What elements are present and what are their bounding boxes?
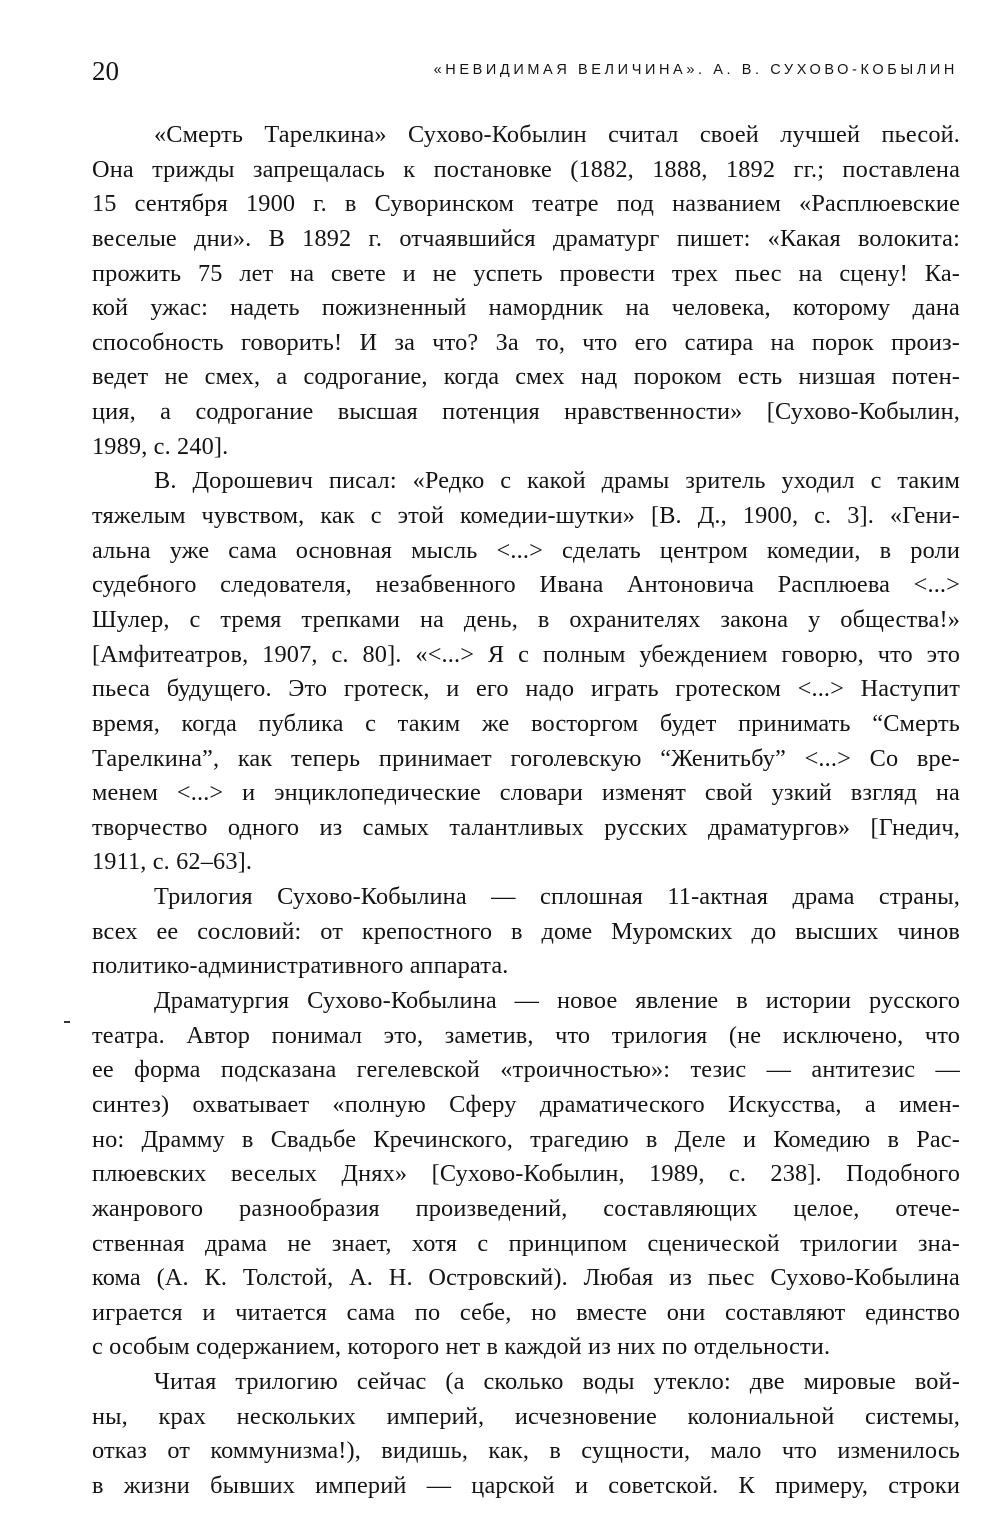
text-line: кой ужас: надеть пожизненный намордник на человека, которому дана: [92, 294, 960, 322]
text-line: синтез) охватывает «полную Сферу драматического Искусства, а имен-: [92, 1090, 960, 1118]
page-header: [92, 52, 958, 92]
running-head: «НЕВИДИМАЯ ВЕЛИЧИНА». А. В. СУХОВО-КОБЫЛИН: [433, 62, 958, 78]
text-line: творчество одного из самых талантливых русских драматургов» [Гнедич,: [92, 813, 960, 841]
text-line: в жизни бывших империй — царской и советской. К примеру, строки: [92, 1471, 960, 1499]
text-line: политико-административного аппарата.: [92, 952, 509, 980]
text-line: веселые дни». В 1892 г. отчаявшийся драматург пишет: «Какая волокита:: [92, 224, 960, 252]
text-line: ция, а содрогание высшая потенция нравственности» [Сухово-Кобылин,: [92, 398, 960, 426]
text-line: 1911, с. 62–63].: [92, 848, 253, 876]
text-line: но: Драмму в Свадьбе Кречинского, трагедию в Деле и Комедию в Рас-: [92, 1125, 960, 1153]
text-line: с особым содержанием, которого нет в каждой из них по отдельности.: [92, 1333, 831, 1361]
page-number: 20: [92, 56, 119, 86]
text-line: Она трижды запрещалась к постановке (1882, 1888, 1892 гг.; поставлена: [92, 155, 960, 183]
text-line: ственная драма не знает, хотя с принципом сценической трилогии зна-: [92, 1229, 960, 1257]
text-line: играется и читается сама по себе, но вместе они составляют единство: [92, 1298, 960, 1326]
text-line: 1989, с. 240].: [92, 432, 229, 460]
text-line: «Смерть Тарелкина» Сухово-Кобылин считал своей лучшей пьесой.: [154, 121, 960, 148]
text-line: отказ от коммунизма!), видишь, как, в сущности, мало что изменилось: [92, 1437, 960, 1465]
text-line: Трилогия Сухово-Кобылина — сплошная 11-актная драма страны,: [154, 883, 960, 911]
text-line: пьеса будущего. Это гротеск, и его надо играть гротеском <...> Наступит: [92, 675, 960, 703]
text-line: судебного следователя, незабвенного Ивана Антоновича Расплюева <...>: [92, 571, 960, 599]
text-line: Драматургия Сухово-Кобылина — новое явление в истории русского: [154, 987, 960, 1015]
text-line: жанрового разнообразия произведений, составляющих целое, отече-: [92, 1194, 960, 1222]
text-line: альна уже сама основная мысль <...> сделать центром комедии, в роли: [92, 536, 960, 564]
text-line: ее форма подсказана гегелевской «троичностью»: тезис — антитезис —: [92, 1056, 960, 1084]
text-line: театра. Автор понимал это, заметив, что трилогия (не исключено, что: [92, 1021, 960, 1049]
text-line: способность говорить! И за что? За то, что его сатира на порок произ-: [92, 328, 960, 356]
text-line: кома (А. К. Толстой, А. Н. Островский). Любая из пьес Сухово-Кобылина: [92, 1264, 960, 1292]
text-line: тяжелым чувством, как с этой комедии-шутки» [В. Д., 1900, с. 3]. «Гени-: [92, 502, 960, 530]
text-line: ведет не смех, а содрогание, когда смех над пороком есть низшая потен-: [92, 363, 960, 391]
text-line: Шулер, с тремя трепками на день, в охранителях закона у общества!»: [92, 605, 960, 633]
text-line: плюевских веселых Днях» [Сухово-Кобылин, 1989, с. 238]. Подобного: [92, 1160, 960, 1188]
margin-mark: [64, 1021, 70, 1023]
text-line: Тарелкина”, как теперь принимает гоголевскую “Женитьбу” <...> Со вре-: [92, 744, 960, 772]
text-line: менем <...> и энциклопедические словари изменят свой узкий взгляд на: [92, 779, 960, 807]
body-text: [92, 118, 960, 1504]
text-line: Читая трилогию сейчас (а сколько воды утекло: две мировые вой-: [154, 1368, 960, 1396]
text-line: время, когда публика с таким же восторгом будет принимать “Смерть: [92, 709, 960, 737]
text-line: всех ее сословий: от крепостного в доме Муромских до высших чинов: [92, 917, 960, 945]
text-line: В. Дорошевич писал: «Редко с какой драмы зритель уходил с таким: [154, 467, 960, 495]
text-line: 15 сентября 1900 г. в Суворинском театре под названием «Расплюевские: [92, 190, 960, 218]
text-line: [Амфитеатров, 1907, с. 80]. «<...> Я с полным убеждением говорю, что это: [92, 640, 960, 668]
text-line: прожить 75 лет на свете и не успеть провести трех пьес на сцену! Ка-: [92, 259, 960, 287]
text-line: ны, крах нескольких империй, исчезновение колониальной системы,: [92, 1402, 960, 1430]
